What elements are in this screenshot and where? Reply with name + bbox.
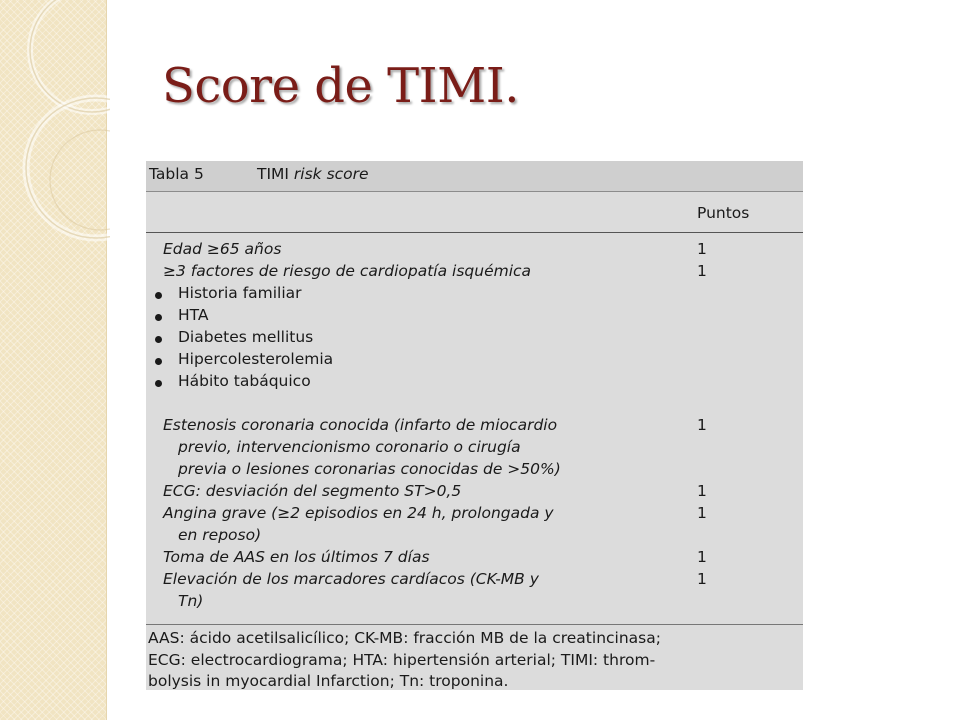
bullet-icon [155,336,162,343]
row-points: 1 [697,570,707,588]
row-points: 1 [697,504,707,522]
column-header-points: Puntos [697,204,750,222]
footnote-divider [146,624,803,625]
row-points: 1 [697,262,707,280]
row-criterion: previa o lesiones coronarias conocidas de >50%) [178,460,561,478]
row-criterion: ECG: desviación del segmento ST>0,5 [163,482,462,500]
bullet-icon [155,292,162,299]
row-criterion: Historia familiar [178,284,302,302]
row-criterion: Edad ≥65 años [163,240,282,258]
table-header [146,192,803,233]
row-points: 1 [697,548,707,566]
row-criterion: Angina grave (≥2 episodios en 24 h, prolongada y [163,504,554,522]
footnote-line: AAS: ácido acetilsalicílico; CK-MB: fracción MB de la creatincinasa; [148,629,661,647]
table-caption-name [257,165,369,183]
table-caption [146,161,803,192]
row-criterion: ≥3 factores de riesgo de cardiopatía isquémica [163,262,532,280]
decorative-circles [0,0,110,260]
row-points: 1 [697,240,707,258]
row-criterion: Tn) [178,592,204,610]
row-criterion: Toma de AAS en los últimos 7 días [163,548,430,566]
timi-risk-score-table [146,161,803,690]
footnote-line: ECG: electrocardiograma; HTA: hipertensión arterial; TIMI: throm- [148,650,656,669]
row-points: 1 [697,416,707,434]
slide-title: Score de TIMI. [162,58,520,114]
table-caption-name-plain: TIMI [257,165,289,183]
row-points: 1 [697,482,707,500]
table-caption-name-italic: risk score [293,165,369,183]
row-criterion: Elevación de los marcadores cardíacos (CK-MB y [163,570,539,588]
table-caption-number: Tabla 5 [149,165,204,183]
footnote-line: bolysis in myocardial Infarction; Tn: troponina. [148,672,509,690]
bullet-icon [155,380,162,387]
row-criterion: Diabetes mellitus [178,328,314,346]
row-criterion: Estenosis coronaria conocida (infarto de miocardio [163,416,558,434]
row-criterion: en reposo) [178,526,262,544]
table-footnote [148,628,803,693]
row-criterion: previo, intervencionismo coronario o cirugía [178,438,521,456]
bullet-icon [155,358,162,365]
row-criterion: Hábito tabáquico [178,372,311,390]
row-criterion: Hipercolesterolemia [178,350,334,368]
row-criterion: HTA [178,306,209,324]
bullet-icon [155,314,162,321]
